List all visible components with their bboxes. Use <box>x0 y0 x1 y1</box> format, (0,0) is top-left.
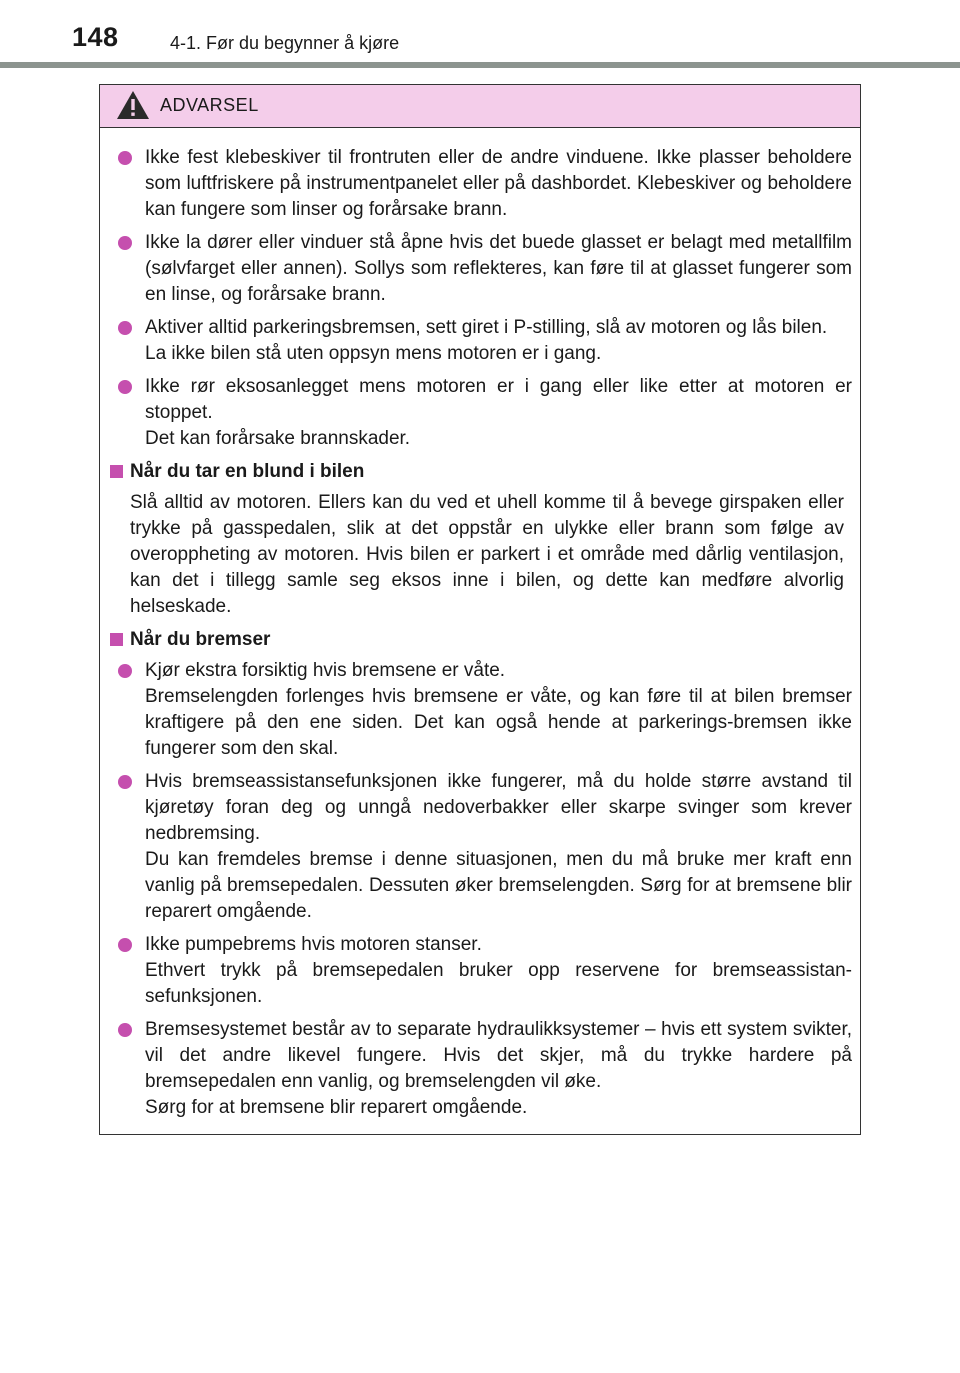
bullet-text: Hvis bremseassistansefunksjonen ikke fungerer, må du holde større avstand til kjøretøy foran deg og unngå nedoverbakker eller skarpe svinger som krever nedbremsing. <box>145 771 852 844</box>
bullet-dot-icon <box>118 775 132 789</box>
bullet-dot-icon <box>118 236 132 250</box>
nap-paragraph: Slå alltid av motoren. Ellers kan du ved et uhell komme til å bevege girspaken eller trykke på gasspedalen, slik at det oppstår en ulykke eller brann som følge av overoppheting av motoren. Hvis bilen er parkert i et område med dårlig ventilasjon, kan det i tillegg samle seg eksos inne i bilen, og dette kan medføre alvorlig helseskade. <box>130 492 844 617</box>
warning-bullet <box>108 374 852 452</box>
square-marker-icon <box>110 633 123 646</box>
bullet-dot-icon <box>118 151 132 165</box>
warning-bullet <box>108 145 852 223</box>
bullet-text: Det kan forårsake brannskader. <box>145 428 411 449</box>
bullet-text: Kjør ekstra forsiktig hvis bremsene er våte. <box>145 660 506 681</box>
bullet-dot-icon <box>118 1023 132 1037</box>
warning-box <box>99 84 861 1135</box>
nap-heading <box>108 459 852 485</box>
square-marker-icon <box>110 465 123 478</box>
bullet-text: Ikke pumpebrems hvis motoren stanser. <box>145 934 482 955</box>
warning-label: ADVARSEL <box>160 95 259 115</box>
warning-header <box>100 85 860 128</box>
braking-bullet <box>108 932 852 1010</box>
bullet-text: Ikke fest klebeskiver til frontruten eller de andre vinduene. Ikke plasser beholdere som luftfriskere på instrumentpanelet eller på dashbordet. Klebeskiver og beholdere kan fungere som linser og forårsake brann. <box>145 147 852 220</box>
warning-triangle-icon <box>116 90 150 120</box>
braking-heading <box>108 627 852 653</box>
warning-bullet <box>108 230 852 308</box>
bullet-dot-icon <box>118 664 132 678</box>
braking-heading-text: Når du bremser <box>130 629 271 650</box>
bullet-text: Ikke rør eksosanlegget mens motoren er i gang eller like etter at motoren er stoppet. <box>145 376 852 423</box>
header-rule <box>0 62 960 68</box>
braking-bullet <box>108 1017 852 1121</box>
bullet-text: La ikke bilen stå uten oppsyn mens motoren er i gang. <box>145 343 602 364</box>
warning-bullet <box>108 315 852 367</box>
braking-bullet <box>108 658 852 762</box>
bullet-text: Du kan fremdeles bremse i denne situasjonen, men du må bruke mer kraft enn vanlig på bremsepedalen. Dessuten øker bremselengden. Sørg for at bremsene blir reparert omgående. <box>145 849 852 922</box>
bullet-text: Bremsesystemet består av to separate hydraulikksystemer – hvis ett system svikter, vil det andre likevel fungere. Hvis det skjer, må du trykke hardere på bremsepedalen enn vanlig, og bremselengden vil øke. <box>145 1019 852 1092</box>
page-number: 148 <box>72 22 119 52</box>
braking-list <box>108 658 852 1121</box>
page-header <box>0 0 960 62</box>
braking-bullet <box>108 769 852 925</box>
bullet-text: Ethvert trykk på bremsepedalen bruker opp reservene for bremseassistan-sefunksjonen. <box>145 960 852 1007</box>
nap-heading-text: Når du tar en blund i bilen <box>130 461 365 482</box>
bullet-dot-icon <box>118 938 132 952</box>
bullet-text: Sørg for at bremsene blir reparert omgående. <box>145 1097 528 1118</box>
warning-body <box>100 128 860 1121</box>
bullet-text: Ikke la dører eller vinduer stå åpne hvis det buede glasset er belagt med metallfilm (sølvfarget eller annen). Sollys som reflekteres, kan føre til at glasset fungerer som en linse, og forårsake brann. <box>145 232 852 305</box>
bullet-dot-icon <box>118 321 132 335</box>
bullet-dot-icon <box>118 380 132 394</box>
bullet-text: Bremselengden forlenges hvis bremsene er våte, og kan føre til at bilen bremser kraftigere på den ene siden. Det kan også hende at parkerings-bremsen ikke fungerer som den skal. <box>145 686 852 759</box>
section-title: 4-1. Før du begynner å kjøre <box>170 33 400 53</box>
bullet-text: Aktiver alltid parkeringsbremsen, sett giret i P-stilling, slå av motoren og lås bilen. <box>145 317 828 338</box>
